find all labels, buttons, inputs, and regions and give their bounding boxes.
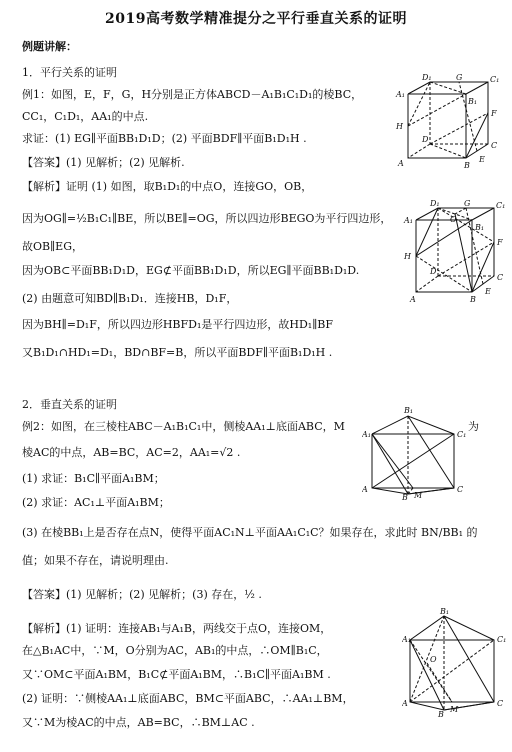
prism-figure-2 bbox=[402, 606, 508, 718]
cube1-label-H: H bbox=[396, 122, 403, 131]
cube2-label-H: H bbox=[404, 252, 411, 261]
prism1-label-B: B bbox=[402, 493, 408, 500]
cube1-label-B1: B₁ bbox=[468, 97, 478, 106]
example1-solution-line1: 【解析】证明 (1) 如图，取B₁D₁的中点O，连接GO，OB， bbox=[22, 180, 313, 193]
cube1-label-C: C bbox=[491, 141, 498, 150]
example1-question-line2: CC₁，C₁D₁，AA₁的中点. bbox=[22, 110, 149, 123]
section-heading: 例题讲解： bbox=[22, 40, 77, 53]
prism1-label-A: A bbox=[362, 485, 368, 494]
prism2-label-A1: A₁ bbox=[402, 635, 411, 644]
prism1-label-B1: B₁ bbox=[404, 406, 414, 415]
prism1-label-C1: C₁ bbox=[457, 430, 467, 439]
example1-solution-line4: 因为OB⊂平面BB₁D₁D，EG⊄平面BB₁D₁D，所以EG∥平面BB₁D₁D. bbox=[22, 264, 360, 277]
cube2-label-E: E bbox=[485, 287, 491, 296]
cube1-label-E: E bbox=[479, 155, 485, 164]
cube-figure-1 bbox=[394, 72, 506, 172]
example1-question-line3: 求证：(1) EG∥平面BB₁D₁D；(2) 平面BDF∥平面B₁D₁H . bbox=[22, 132, 307, 145]
example2-question-line5: (3) 在棱BB₁上是否存在点N，使得平面AC₁N⊥平面AA₁C₁C？如果存在，求此时 BN/BB₁ 的 bbox=[22, 526, 478, 539]
prism1-label-C: C bbox=[457, 485, 464, 494]
prism2-label-B: B bbox=[438, 710, 444, 718]
example2-question-line1: 例2：如图，在三棱柱ABC－A₁B₁C₁中，侧棱AA₁⊥底面ABC，M bbox=[22, 420, 345, 433]
example1-question-line1: 例1：如图，E，F，G，H分别是正方体ABCD－A₁B₁C₁D₁的棱BC， bbox=[22, 88, 363, 101]
cube2-label-C1: C₁ bbox=[496, 201, 506, 210]
example1-solution-line7: 又B₁D₁∩HD₁=D₁，BD∩BF=B，所以平面BDF∥平面B₁D₁H . bbox=[22, 346, 333, 359]
cube-figure-2 bbox=[402, 196, 508, 306]
cube1-label-F: F bbox=[491, 109, 497, 118]
prism2-label-C1: C₁ bbox=[497, 635, 507, 644]
prism2-label-O: O bbox=[430, 655, 437, 664]
example2-solution-line3: 又∵OM⊂平面A₁BM，B₁C⊄平面A₁BM，∴B₁C∥平面A₁BM . bbox=[22, 668, 331, 681]
cube2-label-A1: A₁ bbox=[404, 216, 413, 225]
cube2-label-B: B bbox=[470, 295, 476, 304]
cube2-label-C: C bbox=[497, 273, 504, 282]
example1-solution-line3: 故OB∥EG， bbox=[22, 240, 83, 253]
example1-solution-line5: (2) 由题意可知BD∥B₁D₁．连接HB，D₁F， bbox=[22, 292, 238, 305]
cube1-label-G: G bbox=[456, 73, 463, 82]
cube1-label-D1: D₁ bbox=[422, 73, 432, 82]
example2-question-line2: 棱AC的中点，AB=BC，AC=2，AA₁=√2 . bbox=[22, 446, 241, 459]
cube1-label-B: B bbox=[464, 161, 470, 170]
example2-question-line3: (1) 求证：B₁C∥平面A₁BM； bbox=[22, 472, 165, 485]
example2-answer: 【答案】(1) 见解析；(2) 见解析；(3) 存在，½ . bbox=[22, 588, 262, 601]
part2-heading: 2．垂直关系的证明 bbox=[22, 398, 117, 411]
cube2-label-G: G bbox=[464, 199, 471, 208]
example1-answer: 【答案】(1) 见解析；(2) 见解析. bbox=[22, 156, 185, 169]
document-title: 2019高考数学精准提分之平行垂直关系的证明 bbox=[105, 11, 407, 27]
cube2-label-A: A bbox=[410, 295, 416, 304]
cube2-label-D: D bbox=[430, 267, 437, 276]
example2-solution-line4: (2) 证明：∵侧棱AA₁⊥底面ABC，BM⊂平面ABC，∴AA₁⊥BM， bbox=[22, 692, 354, 705]
prism2-label-B1: B₁ bbox=[440, 607, 450, 616]
prism1-label-A1: A₁ bbox=[362, 430, 371, 439]
prism2-label-A: A bbox=[402, 699, 408, 708]
cube1-label-A1: A₁ bbox=[396, 90, 405, 99]
cube1-label-C1: C₁ bbox=[490, 75, 500, 84]
example2-question-line4: (2) 求证：AC₁⊥平面A₁BM； bbox=[22, 496, 170, 509]
example2-solution-line2: 在△B₁AC中，∵M，O分别为AC，AB₁的中点，∴OM∥B₁C， bbox=[22, 644, 328, 657]
cube2-label-O: O bbox=[450, 215, 457, 224]
cube2-label-D1: D₁ bbox=[430, 199, 440, 208]
example1-solution-line2: 因为OG∥=½B₁C₁∥BE，所以BE∥=OG，所以四边形BEGO为平行四边形， bbox=[22, 212, 392, 225]
example2-solution-line5: 又∵M为棱AC的中点，AB=BC，∴BM⊥AC . bbox=[22, 716, 255, 729]
cube2-label-F: F bbox=[497, 238, 503, 247]
prism1-label-M: M bbox=[414, 491, 423, 500]
example2-question-line6: 值；如果不存在，请说明理由. bbox=[22, 554, 169, 567]
cube1-label-D: D bbox=[422, 135, 429, 144]
example2-question-line1-end: 为 bbox=[468, 420, 479, 433]
cube2-label-B1: B₁ bbox=[475, 223, 485, 232]
example2-solution-line1: 【解析】(1) 证明：连接AB₁与A₁B，两线交于点O，连接OM， bbox=[22, 622, 332, 635]
cube1-label-A: A bbox=[398, 159, 404, 168]
example1-solution-line6: 因为BH∥=D₁F，所以四边形HBFD₁是平行四边形，故HD₁∥BF bbox=[22, 318, 333, 331]
prism2-label-C: C bbox=[497, 699, 504, 708]
prism2-label-M: M bbox=[450, 705, 459, 714]
part1-heading: 1．平行关系的证明 bbox=[22, 66, 117, 79]
prism-figure-1 bbox=[362, 404, 474, 500]
